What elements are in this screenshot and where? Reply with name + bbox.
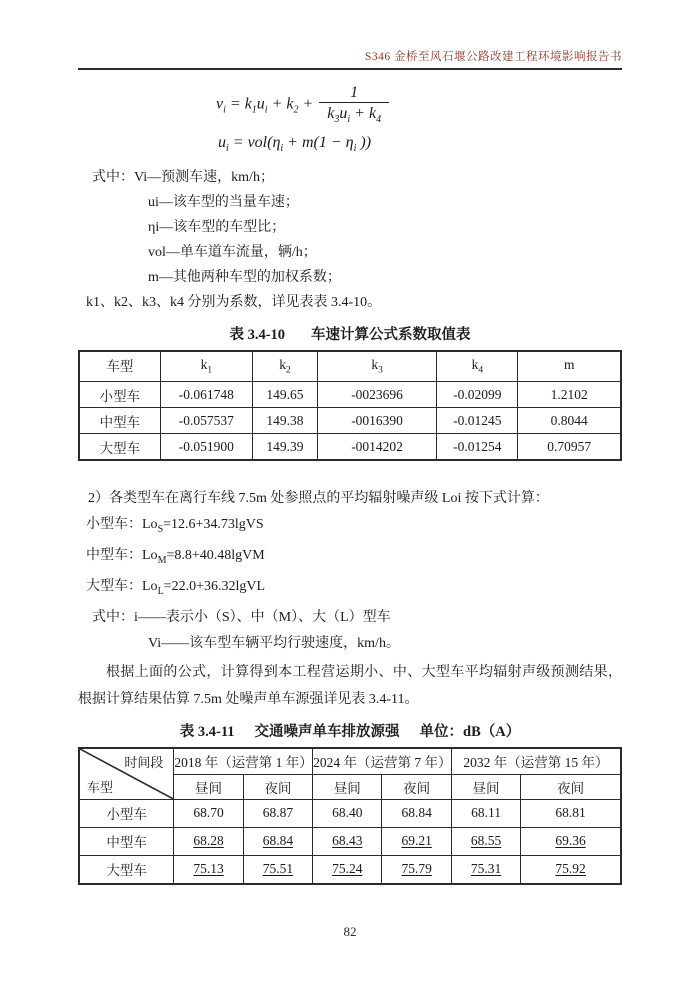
coefficient-table: [78, 350, 622, 461]
formula-sub: 4: [376, 114, 382, 126]
formula-base: Lo: [142, 547, 158, 563]
formula-equivalent-volume: [218, 133, 622, 153]
value-cell: 68.84: [243, 827, 312, 855]
formula-speed: [216, 84, 622, 125]
formula-term: + m(1 − η: [283, 134, 354, 152]
value-cell: -0014202: [317, 434, 436, 461]
formula-base: Lo: [142, 578, 158, 594]
equals-sign: =: [228, 134, 248, 152]
year-header: 2018 年（运营第 1 年）: [174, 748, 313, 775]
period-header: 夜间: [521, 774, 621, 799]
equals-sign: =: [225, 95, 245, 113]
period-header: 夜间: [382, 774, 451, 799]
column-header: $k_2$: [252, 351, 317, 382]
definition-line: 式中：Vi—预测车速，km/h；: [92, 170, 274, 186]
value-cell: 68.81: [521, 799, 621, 827]
value-cell: 68.43: [313, 827, 382, 855]
table1-label: 表 3.4-10: [229, 327, 286, 344]
formula-sub: 3: [334, 114, 340, 126]
table2-unit: 单位：dB（A）: [419, 723, 521, 740]
plus-sign: +: [298, 95, 318, 113]
formula-var: v: [216, 95, 224, 113]
value-cell: 1.2102: [518, 382, 621, 408]
formula-sub: S: [157, 523, 164, 535]
where-clause: Vi——该车型车辆平均行驶速度，km/h。: [148, 635, 400, 651]
value-cell: 75.79: [382, 855, 451, 884]
value-cell: 149.65: [252, 382, 317, 408]
value-cell: -0023696: [317, 382, 436, 408]
formula-expression: =12.6+34.73lgVS: [163, 517, 264, 533]
value-cell: -0016390: [317, 408, 436, 434]
formula-sub: i: [353, 143, 357, 155]
vehicle-type-cell: 小型车: [79, 382, 160, 408]
value-cell: 69.36: [521, 827, 621, 855]
section-2: [78, 485, 622, 712]
table2-title: [78, 720, 622, 741]
value-cell: -0.02099: [437, 382, 518, 408]
value-cell: 149.39: [252, 434, 317, 461]
value-cell: -0.01254: [437, 434, 518, 461]
plus-sign: +: [267, 95, 287, 113]
table-row: [79, 408, 621, 434]
value-cell: 0.8044: [518, 408, 621, 434]
value-cell: 75.13: [174, 855, 243, 884]
table-header-row: [79, 351, 621, 382]
column-header: 车型: [79, 351, 160, 382]
vehicle-type-cell: 中型车: [79, 827, 174, 855]
diagonal-header-cell: [79, 748, 174, 800]
period-header: 昼间: [451, 774, 520, 799]
definition-line: m—其他两种车型的加权系数；: [148, 270, 341, 286]
value-cell: 75.51: [243, 855, 312, 884]
value-cell: -0.061748: [160, 382, 252, 408]
vehicle-type-cell: 大型车: [79, 855, 174, 884]
column-header: $k_3$: [317, 351, 436, 382]
noise-source-table: [78, 747, 622, 885]
table-header-row: [79, 748, 621, 775]
value-cell: 75.92: [521, 855, 621, 884]
vehicle-label: 中型车：: [86, 547, 142, 563]
table-row: [79, 855, 621, 884]
column-header: $k_1$: [160, 351, 252, 382]
period-header: 夜间: [243, 774, 312, 799]
value-cell: 69.21: [382, 827, 451, 855]
fraction-denominator: [319, 102, 389, 125]
formula-sub: i: [264, 104, 268, 116]
vehicle-type-cell: 中型车: [79, 408, 160, 434]
page-number: 82: [343, 924, 357, 939]
formula-sub: L: [157, 585, 164, 597]
formula-var: u: [218, 134, 226, 152]
formula-sub: i: [223, 104, 226, 116]
formula-sub: M: [157, 554, 167, 566]
period-header: 昼间: [174, 774, 243, 799]
value-cell: 68.87: [243, 799, 312, 827]
value-cell: 75.31: [451, 855, 520, 884]
year-header: 2024 年（运营第 7 年）: [313, 748, 452, 775]
corner-label-period: 时间段: [124, 754, 164, 770]
value-cell: 68.84: [382, 799, 451, 827]
column-header: m: [518, 351, 621, 382]
running-header-title: S346 金桥至风石堰公路改建工程环境影响报告书: [364, 51, 622, 63]
coefficient-note: k1、k2、k3、k4 分别为系数，详见表表 3.4-10。: [86, 295, 382, 311]
table2-label: 表 3.4-11: [179, 723, 235, 740]
definition-line: ηi—该车型的车型比；: [148, 220, 286, 236]
vehicle-label: 小型车：: [86, 517, 142, 533]
where-clause: 式中：i——表示小（S）、中（M）、大（L）型车: [92, 609, 391, 625]
formula-var: k: [286, 95, 294, 113]
value-cell: -0.057537: [160, 408, 252, 434]
formula-var: k: [244, 95, 252, 113]
vehicle-label: 大型车：: [86, 578, 142, 594]
vehicle-formula-line: [78, 543, 622, 574]
table-row: [79, 382, 621, 408]
vehicle-type-cell: 大型车: [79, 434, 160, 461]
formula-sub: i: [347, 114, 351, 126]
table-row: [79, 827, 621, 855]
table-row: [79, 434, 621, 461]
value-cell: -0.051900: [160, 434, 252, 461]
value-cell: 0.70957: [518, 434, 621, 461]
formula-var: k: [327, 105, 335, 123]
formula-sub: 1: [251, 104, 257, 116]
value-cell: -0.01245: [437, 408, 518, 434]
formula-term: vol(η: [247, 134, 281, 152]
formula-sub: i: [226, 143, 229, 155]
vehicle-formula-line: [78, 574, 622, 605]
symbol-definitions: [78, 165, 622, 316]
value-cell: 68.55: [451, 827, 520, 855]
value-cell: 75.24: [313, 855, 382, 884]
value-cell: 68.40: [313, 799, 382, 827]
body-paragraph: 根据上面的公式，计算得到本工程营运期小、中、大型车平均辐射声级预测结果，根据计算结果估算 7.5m 处噪声单车源强详见表 3.4-11。: [78, 664, 622, 707]
running-header: [78, 48, 622, 70]
formula-base: Lo: [142, 517, 158, 533]
formula-var: u: [339, 105, 348, 123]
year-header: 2032 年（运营第 15 年）: [451, 748, 621, 775]
value-cell: 68.28: [174, 827, 243, 855]
corner-label-vehicle: 车型: [87, 779, 114, 795]
period-header: 昼间: [313, 774, 382, 799]
formula-sub: i: [280, 143, 284, 155]
table1-title: [78, 323, 622, 344]
formula-expression: =8.8+40.48lgVM: [166, 547, 265, 563]
fraction-numerator: 1: [350, 84, 359, 101]
formula-expression: =22.0+36.32lgVL: [163, 578, 266, 594]
formula-block: [216, 84, 622, 153]
formula-term: )): [356, 134, 372, 152]
formula-sub: 2: [293, 104, 299, 116]
value-cell: 149.38: [252, 408, 317, 434]
table1-name: 车速计算公式系数取值表: [311, 327, 471, 344]
value-cell: 68.70: [174, 799, 243, 827]
definition-line: ui—该车型的当量车速；: [148, 195, 299, 211]
formula-var: k: [368, 105, 377, 123]
definition-line: vol—单车道车流量，辆/h；: [148, 245, 317, 261]
vehicle-formula-line: [78, 512, 622, 543]
section2-intro: 2）各类型车在离行车线 7.5m 处参照点的平均辐射噪声级 Loi 按下式计算：: [88, 491, 549, 507]
column-header: $k_4$: [437, 351, 518, 382]
plus-sign: +: [350, 105, 369, 123]
vehicle-type-cell: 小型车: [79, 799, 174, 827]
fraction: [319, 84, 389, 125]
table2-name: 交通噪声单车排放源强: [254, 723, 400, 740]
table-row: [79, 799, 621, 827]
value-cell: 68.11: [451, 799, 520, 827]
formula-var: u: [256, 95, 265, 113]
